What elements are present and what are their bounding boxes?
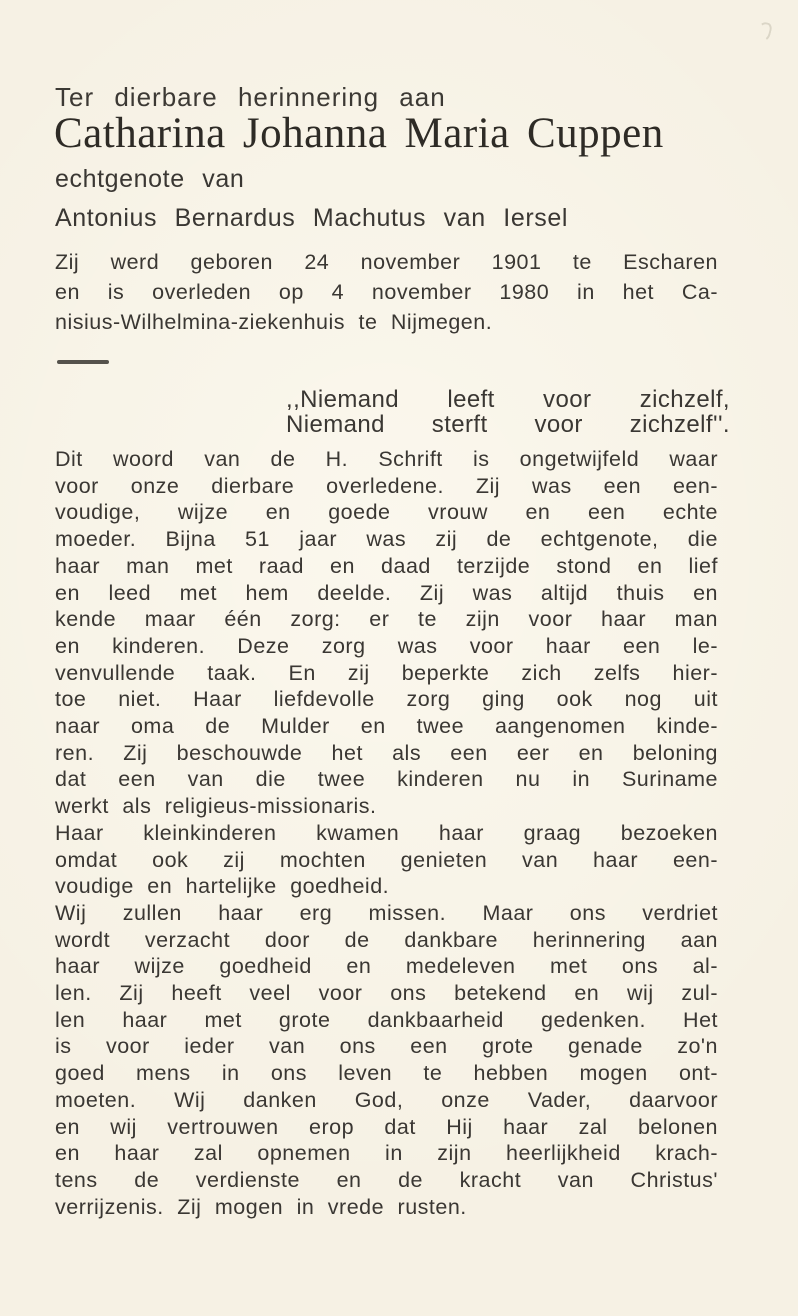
text-line: en kinderen. Deze zorg was voor haar een le- <box>55 633 718 658</box>
intro-line: Ter dierbare herinnering aan <box>55 82 446 112</box>
memorial-text <box>55 446 718 1220</box>
text-line: en wij vertrouwen erop dat Hij haar zal belonen <box>55 1114 718 1139</box>
text-line: en haar zal opnemen in zijn heerlijkheid krach- <box>55 1141 718 1166</box>
text-line: wordt verzacht door de dankbare herinnering aan <box>55 927 718 952</box>
spouse-name: Antonius Bernardus Machutus van Iersel <box>55 204 569 232</box>
text-line: verrijzenis. Zij mogen in vrede rusten. <box>55 1194 467 1219</box>
text-line: venvullende taak. En zij beperkte zich zelfs hier- <box>55 660 718 685</box>
paragraph <box>55 446 718 820</box>
divider-rule <box>57 360 109 364</box>
text-line: omdat ook zij mochten genieten van haar een- <box>55 847 718 872</box>
scan-artifact <box>755 21 773 43</box>
text-line: len. Zij heeft veel voor ons betekend en wij zul- <box>55 981 718 1006</box>
text-line: kende maar één zorg: er te zijn voor haar man <box>55 607 718 632</box>
quote-line-2: Niemand sterft voor zichzelf''. <box>286 410 730 438</box>
birth-death-paragraph <box>55 247 718 337</box>
text-line: werkt als religieus-missionaris. <box>55 794 377 819</box>
paragraph <box>55 820 718 900</box>
scripture-quote <box>286 388 730 437</box>
text-line: haar wijze goedheid en medeleven met ons al- <box>55 954 718 979</box>
text-line: voudige en hartelijke goedheid. <box>55 874 390 899</box>
relation-line: echtgenote van <box>55 165 245 193</box>
text-line: Haar kleinkinderen kwamen haar graag bezoeken <box>55 820 718 845</box>
text-line: tens de verdienste en de kracht van Christus' <box>55 1167 718 1192</box>
text-line: en leed met hem deelde. Zij was altijd thuis en <box>55 580 718 605</box>
quote-line-1: ,,Niemand leeft voor zichzelf, <box>286 386 730 413</box>
text-line: toe niet. Haar liefdevolle zorg ging ook nog uit <box>55 687 718 712</box>
text-line: is voor ieder van ons een grote genade zo'n <box>55 1034 718 1059</box>
deceased-name: Catharina Johanna Maria Cuppen <box>54 110 664 157</box>
paragraph <box>55 900 718 1220</box>
text-line: en is overleden op 4 november 1980 in het Ca- <box>55 280 718 304</box>
text-line: Wij zullen haar erg missen. Maar ons verdriet <box>55 900 718 925</box>
text-line: len haar met grote dankbaarheid gedenken. Het <box>55 1007 718 1032</box>
text-line: ren. Zij beschouwde het als een eer en beloning <box>55 740 718 765</box>
text-line: moeten. Wij danken God, onze Vader, daarvoor <box>55 1087 718 1112</box>
text-line: naar oma de Mulder en twee aangenomen kinde- <box>55 714 718 739</box>
text-line: Dit woord van de H. Schrift is ongetwijfeld waar <box>55 447 718 471</box>
text-line: voor onze dierbare overledene. Zij was een een- <box>55 473 718 498</box>
text-line: goed mens in ons leven te hebben mogen ont- <box>55 1061 718 1086</box>
text-line: nisius-Wilhelmina-ziekenhuis te Nijmegen. <box>55 310 493 334</box>
text-line: haar man met raad en daad terzijde stond en lief <box>55 553 718 578</box>
paragraph <box>55 247 718 337</box>
text-line: dat een van die twee kinderen nu in Suriname <box>55 767 718 792</box>
text-line: moeder. Bijna 51 jaar was zij de echtgenote, die <box>55 527 718 552</box>
text-line: voudige, wijze en goede vrouw en een echte <box>55 500 718 525</box>
text-line: Zij werd geboren 24 november 1901 te Escharen <box>55 250 718 274</box>
